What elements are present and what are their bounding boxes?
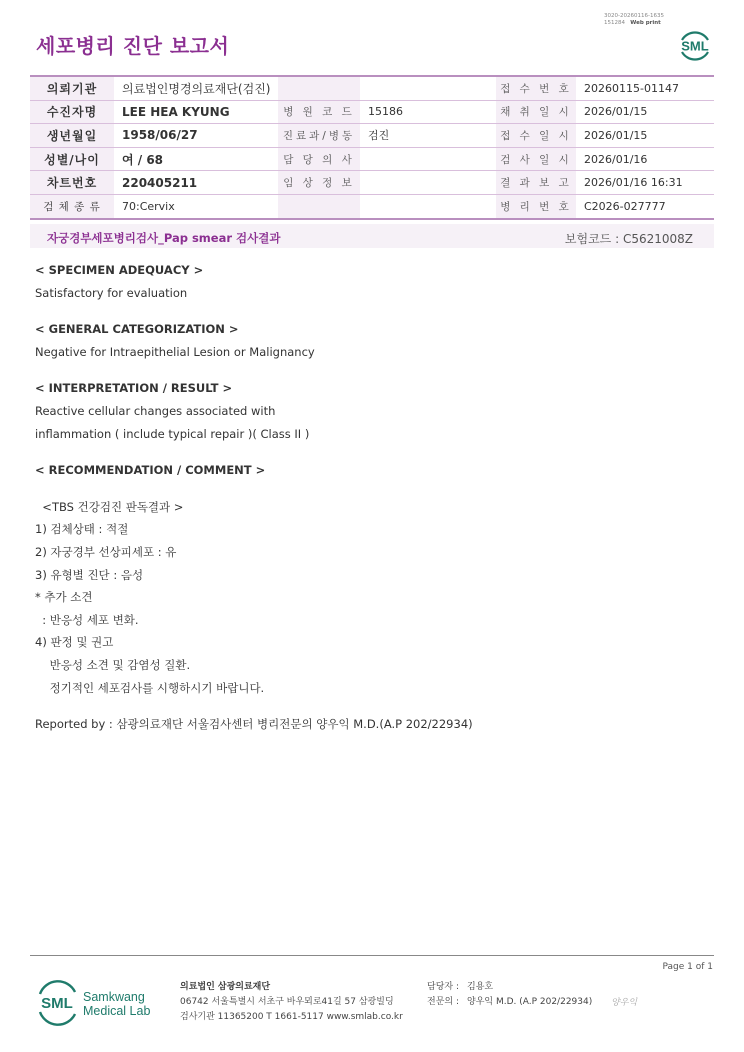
comment-line: 4) 판정 및 권고 (35, 635, 114, 650)
info-label: 병 리 번 호 (496, 194, 576, 218)
info-value: 2026/01/16 16:31 (576, 171, 714, 195)
info-label: 성별/나이 (30, 147, 114, 171)
interpretation-heading: < INTERPRETATION / RESULT > (35, 381, 233, 396)
comment-line: 2) 자궁경부 선상피세포 : 유 (35, 544, 177, 559)
general-heading: < GENERAL CATEGORIZATION > (35, 322, 239, 337)
specimen-text: Satisfactory for evaluation (35, 285, 188, 300)
info-label: 차트번호 (30, 171, 114, 195)
info-row (30, 194, 714, 218)
info-value: C2026-027777 (576, 194, 714, 218)
info-label: 담 당 의 사 (278, 147, 360, 171)
sml-logo-icon (676, 26, 714, 68)
footer-contact: 검사기관 11365200 T 1661-5117 www.smlab.co.kr (180, 1012, 403, 1022)
general-text: Negative for Intraepithelial Lesion or Malignancy (35, 344, 315, 359)
samkwang-logo (37, 980, 157, 1030)
info-value: 의료법인명경의료재단(검진) (114, 76, 278, 100)
info-value: 2026/01/16 (576, 147, 714, 171)
info-value: 220405211 (114, 171, 278, 195)
info-label: 접 수 일 시 (496, 124, 576, 148)
sml-logo-text: SML (681, 38, 709, 54)
info-label: 임 상 정 보 (278, 171, 360, 195)
footer-manager (427, 980, 592, 995)
footer-org-name: 의료법인 삼광의료재단 (180, 982, 271, 992)
info-value (360, 194, 496, 218)
comment-line: * 추가 소견 (35, 590, 93, 605)
comment-line: 정기적인 세포검사를 시행하시기 바랍니다. (35, 680, 265, 695)
info-value: 15186 (360, 100, 496, 124)
footer-address: 06742 서울특별시 서초구 바우뫼로41길 57 삼광빌딩 (180, 997, 394, 1007)
info-label: 채 취 일 시 (496, 100, 576, 124)
specimen-heading: < SPECIMEN ADEQUACY > (35, 263, 204, 277)
manager-label: 담당자 : (427, 982, 459, 992)
specialist-signature: 양우익 (611, 998, 638, 1008)
info-value: 검진 (360, 124, 496, 148)
info-value (360, 171, 496, 195)
footer-divider (30, 955, 714, 956)
info-label (278, 194, 360, 218)
footer-logo-main: SML (41, 995, 73, 1012)
test-name: 자궁경부세포병리검사_Pap smear 검사결과 (47, 231, 281, 245)
recommendation-heading: < RECOMMENDATION / COMMENT > (35, 463, 266, 478)
info-row (30, 76, 714, 100)
manager-name: 김용호 (467, 982, 494, 992)
print-code-num: 151284 (604, 20, 625, 26)
report-title: 세포병리 진단 보고서 (36, 34, 230, 58)
info-value: 70:Cervix (114, 194, 278, 218)
comment-line: <TBS 건강검진 판독결과 > (35, 499, 184, 514)
print-code (604, 13, 664, 27)
comment-line: 3) 유형별 진단 : 음성 (35, 567, 144, 582)
reported-by: Reported by : 삼광의료재단 서울검사센터 병리전문의 양우익 M.D.(A.P 202/22934) (35, 717, 473, 732)
info-label: 수진자명 (30, 100, 114, 124)
info-row (30, 100, 714, 124)
web-print-label: Web print (630, 20, 661, 26)
info-label (278, 76, 360, 100)
print-code-line2 (604, 20, 664, 27)
print-code-line1: 3020-20260116-1635 (604, 13, 664, 19)
footer-specialist (427, 995, 592, 1010)
info-row (30, 147, 714, 171)
info-label: 검 사 일 시 (496, 147, 576, 171)
info-value (360, 147, 496, 171)
info-label: 결 과 보 고 (496, 171, 576, 195)
info-label: 생년월일 (30, 124, 114, 148)
info-value: 2026/01/15 (576, 124, 714, 148)
info-value: LEE HEA KYUNG (114, 100, 278, 124)
interpretation-line-2: inflammation ( include typical repair )( Class II ) (35, 426, 310, 441)
comment-line: 1) 검체상태 : 적절 (35, 522, 129, 537)
patient-info-table (30, 75, 714, 220)
comment-line: : 반응성 세포 변화. (35, 612, 139, 627)
footer-logo-line1: Samkwang (83, 990, 145, 1004)
report-content (35, 259, 695, 736)
comment-line: 반응성 소견 및 감염성 질환. (35, 657, 191, 672)
info-value: 여 / 68 (114, 147, 278, 171)
page-number: Page 1 of 1 (662, 962, 713, 972)
info-row (30, 171, 714, 195)
footer-logo-line2: Medical Lab (83, 1004, 151, 1018)
info-label: 검 체 종 류 (30, 194, 114, 218)
specialist-name: 양우익 M.D. (A.P 202/22934) (467, 997, 593, 1007)
footer-staff-info (427, 980, 592, 1010)
specialist-label: 전문의 : (427, 997, 459, 1007)
info-label: 진료과/병동 (278, 124, 360, 148)
insurance-code: 보험코드 : C5621008Z (564, 232, 693, 246)
info-label: 의뢰기관 (30, 76, 114, 100)
info-row (30, 124, 714, 148)
comment-lines (35, 496, 695, 699)
footer-org-info (180, 980, 403, 1025)
interpretation-line-1: Reactive cellular changes associated with (35, 403, 276, 418)
info-value: 20260115-01147 (576, 76, 714, 100)
info-value: 1958/06/27 (114, 124, 278, 148)
info-value (360, 76, 496, 100)
info-label: 병 원 코 드 (278, 100, 360, 124)
info-value: 2026/01/15 (576, 100, 714, 124)
info-label: 접 수 번 호 (496, 76, 576, 100)
